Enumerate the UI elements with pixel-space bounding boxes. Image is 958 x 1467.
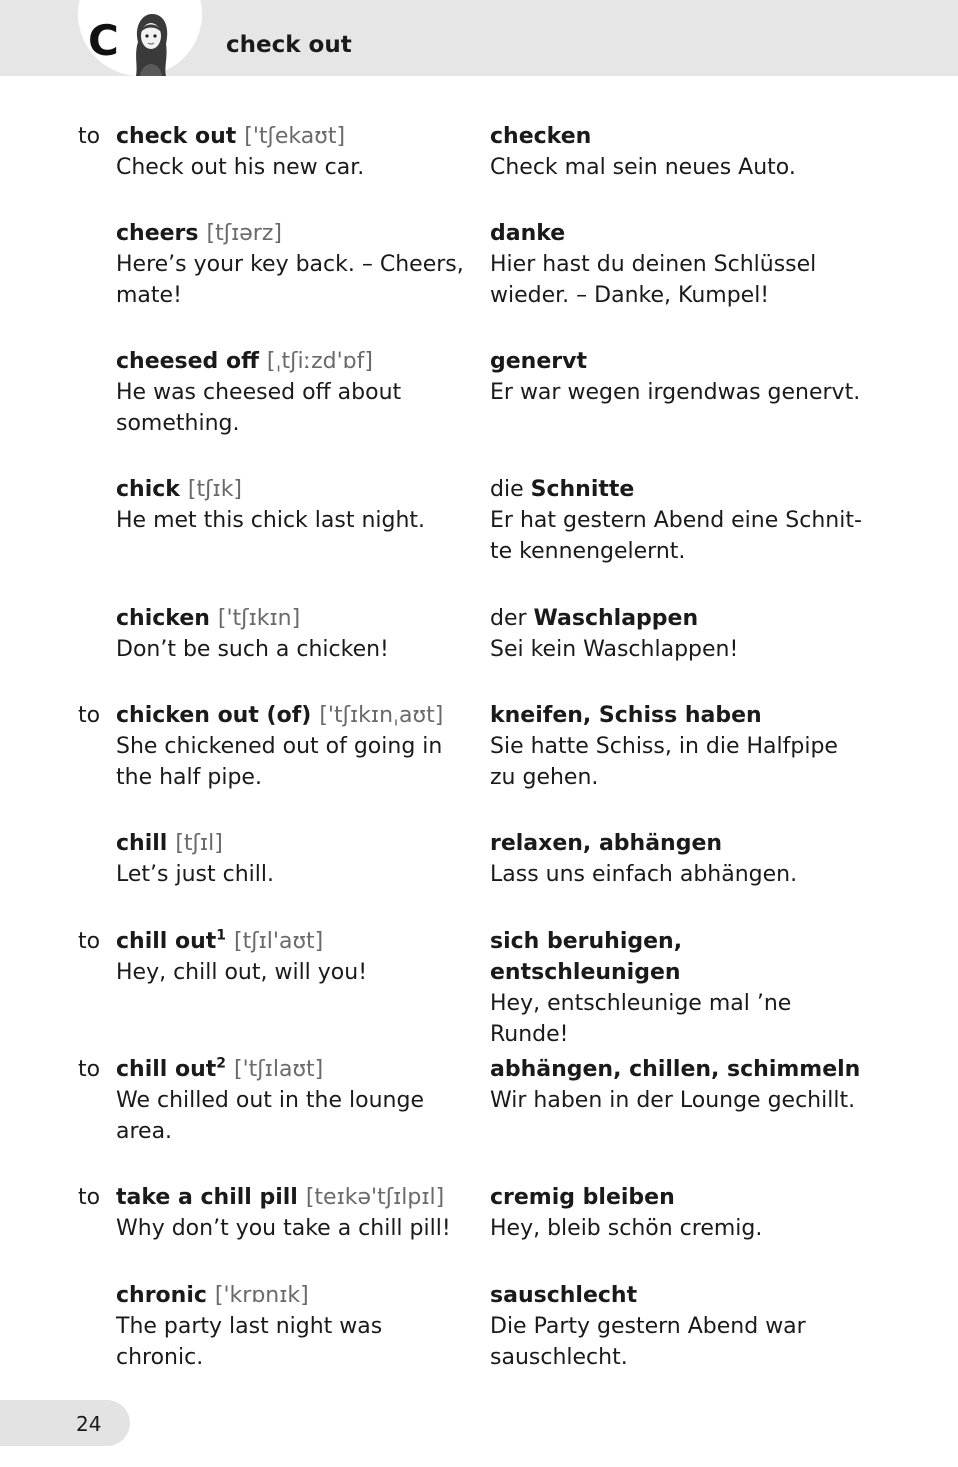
pronunciation: ['tʃɪkɪn] [217, 606, 301, 631]
headword: cheers [116, 221, 199, 246]
verb-marker: to [78, 1057, 101, 1082]
headword: chick [116, 477, 180, 502]
pronunciation: [tʃɪl] [175, 831, 223, 856]
verb-marker: to [78, 1185, 101, 1210]
pronunciation: [tʃɪərz] [206, 221, 282, 246]
pronunciation: [tʃɪk] [187, 477, 243, 502]
german-example: Hey, entschleunige mal ’ne [490, 991, 792, 1016]
translation: Waschlappen [533, 606, 699, 631]
english-column [116, 1182, 476, 1244]
english-example: He met this chick last night. [116, 508, 426, 533]
headword: take a chill pill [116, 1185, 298, 1210]
section-letter: C [88, 16, 119, 65]
headword: cheesed off [116, 349, 259, 374]
translation: kneifen, Schiss haben [490, 703, 762, 728]
article: der [490, 606, 534, 631]
english-column [116, 700, 476, 793]
german-column [490, 121, 880, 183]
english-example: Here’s your key back. – Cheers, [116, 252, 464, 277]
translation: relaxen, abhängen [490, 831, 723, 856]
german-column [490, 1182, 880, 1244]
german-example: Sei kein Waschlappen! [490, 637, 739, 662]
verb-marker: to [78, 929, 101, 954]
english-example: Why don’t you take a chill pill! [116, 1216, 451, 1241]
pronunciation: ['tʃɪkɪnˌaʊt] [319, 703, 444, 728]
sense-number: 2 [216, 1055, 227, 1072]
headword: chill [116, 831, 168, 856]
german-example: Check mal sein neues Auto. [490, 155, 796, 180]
english-column [116, 346, 476, 439]
page-number: 24 [76, 1412, 102, 1436]
pronunciation: ['tʃekaʊt] [244, 124, 346, 149]
german-column [490, 603, 880, 665]
english-column [116, 603, 476, 665]
german-column [490, 346, 880, 408]
translation: sauschlecht [490, 1283, 638, 1308]
english-column [116, 1054, 476, 1147]
german-column [490, 700, 880, 793]
headword: chicken [116, 606, 210, 631]
page-number-tab [0, 1400, 130, 1446]
translation: sich beruhigen, entschleunigen [490, 929, 683, 985]
german-column [490, 218, 880, 311]
german-example: sauschlecht. [490, 1345, 628, 1370]
german-column [490, 828, 880, 890]
translation: danke [490, 221, 566, 246]
pronunciation: [teɪkə'tʃɪlpɪl] [305, 1185, 445, 1210]
english-column [116, 121, 476, 183]
german-example: wieder. – Danke, Kumpel! [490, 283, 770, 308]
german-example: Er hat gestern Abend eine Schnit- [490, 508, 862, 533]
german-column [490, 926, 880, 1050]
translation: checken [490, 124, 592, 149]
english-example: The party last night was [116, 1314, 383, 1339]
german-example: Sie hatte Schiss, in die Halfpipe [490, 734, 838, 759]
english-column [116, 926, 476, 988]
girl-avatar-icon [128, 12, 174, 78]
english-example: area. [116, 1119, 173, 1144]
german-example: Runde! [490, 1022, 569, 1047]
article: die [490, 477, 531, 502]
verb-marker: to [78, 124, 101, 149]
headword: chronic [116, 1283, 207, 1308]
german-column [490, 1054, 880, 1116]
english-column [116, 474, 476, 536]
german-example: te kennengelernt. [490, 539, 686, 564]
german-example: Hier hast du deinen Schlüssel [490, 252, 817, 277]
translation: abhängen, chillen, schimmeln [490, 1057, 861, 1082]
sense-number: 1 [216, 927, 227, 944]
english-example: something. [116, 411, 240, 436]
headword: chicken out (of) [116, 703, 312, 728]
german-example: zu gehen. [490, 765, 599, 790]
headword: chill out [116, 929, 217, 954]
english-example: She chickened out of going in [116, 734, 443, 759]
english-example: Hey, chill out, will you! [116, 960, 368, 985]
pronunciation: ['tʃɪlaʊt] [234, 1057, 324, 1082]
german-column [490, 1280, 880, 1373]
english-example: We chilled out in the lounge [116, 1088, 424, 1113]
pronunciation: ['krɒnɪk] [214, 1283, 309, 1308]
english-example: He was cheesed off about [116, 380, 402, 405]
german-example: Hey, bleib schön cremig. [490, 1216, 763, 1241]
pronunciation: [tʃɪl'aʊt] [234, 929, 324, 954]
verb-marker: to [78, 703, 101, 728]
headword: check out [116, 124, 237, 149]
page-title: check out [226, 32, 352, 58]
english-column [116, 218, 476, 311]
translation: Schnitte [530, 477, 635, 502]
english-example: Check out his new car. [116, 155, 365, 180]
english-example: mate! [116, 283, 182, 308]
english-example: chronic. [116, 1345, 204, 1370]
english-example: Don’t be such a chicken! [116, 637, 389, 662]
german-example: Er war wegen irgendwas genervt. [490, 380, 861, 405]
english-example: the half pipe. [116, 765, 262, 790]
headword: chill out [116, 1057, 217, 1082]
german-example: Wir haben in der Lounge gechillt. [490, 1088, 856, 1113]
german-example: Lass uns einfach abhängen. [490, 862, 798, 887]
german-example: Die Party gestern Abend war [490, 1314, 806, 1339]
translation: genervt [490, 349, 587, 374]
pronunciation: [ˌtʃiːzd'ɒf] [266, 349, 373, 374]
translation: cremig bleiben [490, 1185, 675, 1210]
english-column [116, 828, 476, 890]
english-example: Let’s just chill. [116, 862, 274, 887]
german-column [490, 474, 880, 567]
english-column [116, 1280, 476, 1373]
